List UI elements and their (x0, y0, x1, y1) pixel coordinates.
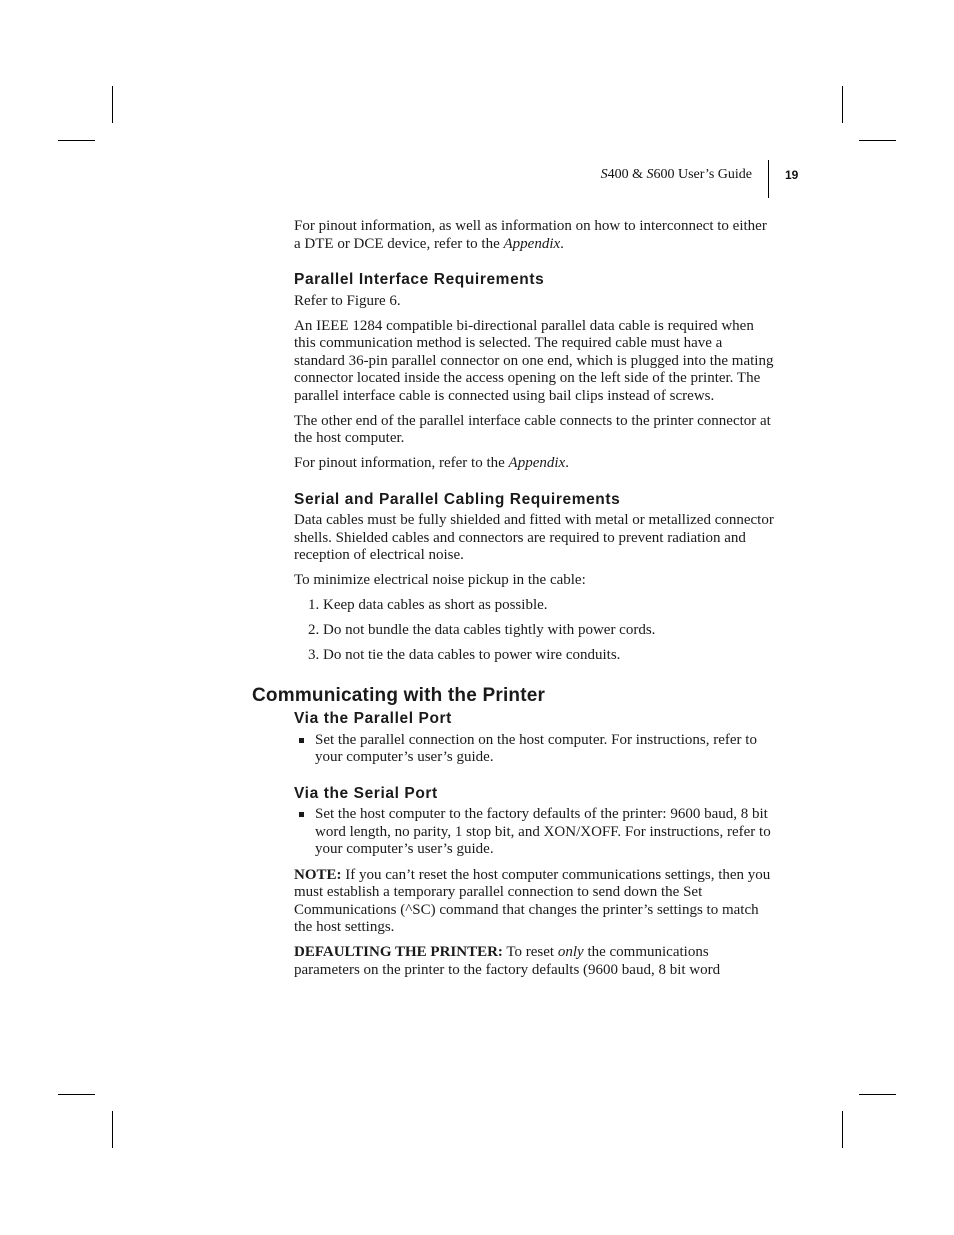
list-item: Set the parallel connection on the host computer. For instructions, refer to your computer’s user’s guide. (294, 732, 774, 767)
crop-mark-bottom-right-vertical (842, 1111, 843, 1148)
section-heading-cabling: Serial and Parallel Cabling Requirements (294, 490, 621, 508)
header-divider (768, 160, 769, 198)
list-item: 1. Keep data cables as short as possible. (308, 597, 548, 613)
parallel-port-list (294, 732, 774, 767)
crop-mark-bottom-left-horizontal (58, 1094, 95, 1095)
cabling-paragraph-2: To minimize electrical noise pickup in the cable: (294, 572, 586, 588)
section-heading-parallel-interface: Parallel Interface Requirements (294, 271, 545, 288)
chapter-heading-communicating: Communicating with the Printer (252, 684, 546, 706)
note-paragraph: NOTE: If you can’t reset the host computer communications settings, then you must establish a temporary parallel connection to send down the Set Communications (^SC) command that changes the printer’s settings to match the host settings. (294, 866, 771, 935)
parallel-paragraph-1: Refer to Figure 6. (294, 292, 401, 309)
cabling-steps-list (294, 597, 774, 665)
serial-port-list (294, 806, 774, 859)
list-item: 2. Do not bundle the data cables tightly with power cords. (308, 622, 656, 638)
crop-mark-top-left-horizontal (58, 140, 95, 141)
list-item: Set the host computer to the factory defaults of the printer: 9600 baud, 8 bit word length, no parity, 1 stop bit, and XON/XOFF. For instructions, refer to your computer’s user’s guide. (294, 806, 774, 859)
crop-mark-bottom-right-horizontal (859, 1094, 896, 1095)
crop-mark-top-right-horizontal (859, 140, 896, 141)
parallel-paragraph-3: The other end of the parallel interface cable connects to the printer connector at the host computer. (294, 412, 771, 446)
section-heading-serial-port: Via the Serial Port (294, 784, 438, 802)
crop-mark-bottom-left-vertical (112, 1111, 113, 1148)
crop-mark-top-right-vertical (842, 86, 843, 123)
parallel-paragraph-4: For pinout information, refer to the Appendix. (294, 455, 569, 471)
bullet-square-icon (299, 738, 304, 743)
defaulting-paragraph: DEFAULTING THE PRINTER: To reset only the communications parameters on the printer to the factory defaults (9600 baud, 8 bit word (294, 944, 721, 978)
main-content (252, 218, 774, 987)
bullet-square-icon (299, 812, 304, 817)
parallel-paragraph-2: An IEEE 1284 compatible bi-directional parallel data cable is required when this communication method is selected. The required cable must have a standard 36-pin parallel connector on one end, which is plugged into the mating connector located inside the access opening on the left side of the printer. The parallel interface cable is connected using bail clips instead of screws. (294, 317, 774, 404)
running-header: S400 & S600 User’s Guide (600, 167, 752, 182)
crop-mark-top-left-vertical (112, 86, 113, 123)
cabling-paragraph-1: Data cables must be fully shielded and fitted with metal or metallized connector shells. Shielded cables and connectors are required to prevent radiation and reception of electrical noise. (294, 512, 774, 563)
intro-paragraph: For pinout information, as well as information on how to interconnect to either a DTE or DCE device, refer to the Appendix. (294, 218, 767, 252)
section-heading-parallel-port: Via the Parallel Port (294, 710, 452, 727)
page-number: 19 (785, 168, 799, 182)
list-item: 3. Do not tie the data cables to power wire conduits. (308, 647, 621, 663)
